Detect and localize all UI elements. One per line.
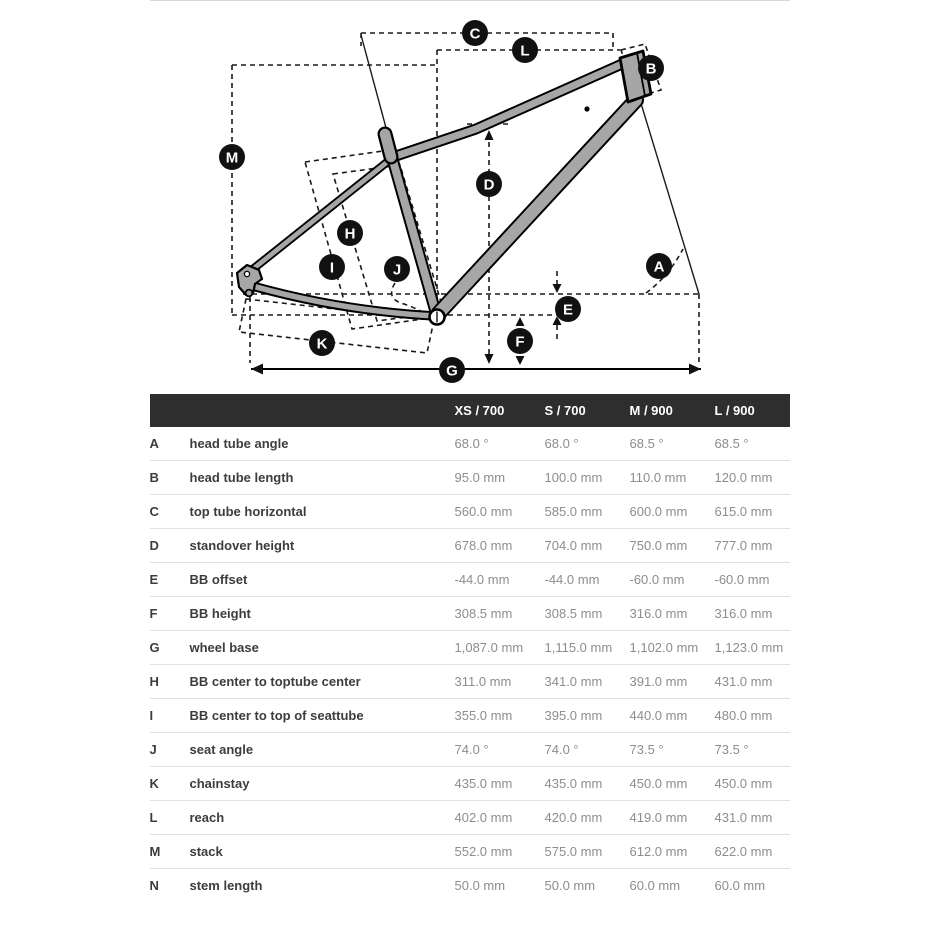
cable-port-dot <box>584 106 589 111</box>
diagram-label-D <box>476 171 502 197</box>
svg-text:G: G <box>445 362 458 380</box>
row-value: 450.0 mm <box>630 767 715 801</box>
column-header-s: S / 700 <box>545 394 630 427</box>
row-letter: D <box>150 529 190 563</box>
svg-text:H: H <box>344 225 355 243</box>
row-value: 60.0 mm <box>629 878 681 893</box>
diagram-label-E <box>555 296 581 322</box>
row-value: 704.0 mm <box>545 529 630 563</box>
row-value: 95.0 mm <box>455 461 545 495</box>
row-value: 419.0 mm <box>630 801 715 835</box>
row-value: 585.0 mm <box>545 495 630 529</box>
row-value: 431.0 mm <box>715 665 790 699</box>
row-value: 560.0 mm <box>455 495 545 529</box>
row-letter: B <box>150 461 190 495</box>
row-value: 777.0 mm <box>715 529 790 563</box>
row-value: 1,115.0 mm <box>545 631 630 665</box>
row-label: BB height <box>190 597 455 631</box>
table-row <box>150 767 790 801</box>
diagram-label-F <box>507 328 533 354</box>
dropout-slot <box>244 271 249 276</box>
row-value: 73.5 ° <box>715 733 790 767</box>
svg-text:I: I <box>329 259 334 277</box>
table-row <box>150 665 790 699</box>
table-row <box>150 869 790 903</box>
row-letter: J <box>150 733 190 767</box>
diagram-label-L <box>512 37 538 63</box>
row-value: 73.5 ° <box>630 733 715 767</box>
row-value: 355.0 mm <box>455 699 545 733</box>
svg-text:K: K <box>316 335 327 353</box>
table-row <box>150 461 790 495</box>
derailleur-hanger <box>245 290 252 297</box>
row-value: 100.0 mm <box>545 461 630 495</box>
table-row <box>150 597 790 631</box>
row-letter: K <box>150 767 190 801</box>
row-label: wheel base <box>190 631 455 665</box>
table-row <box>150 529 790 563</box>
table-row <box>150 801 790 835</box>
row-value: 431.0 mm <box>715 801 790 835</box>
row-value: 435.0 mm <box>545 767 630 801</box>
row-value: 615.0 mm <box>715 495 790 529</box>
row-value: 68.0 ° <box>545 427 630 461</box>
table-row <box>150 835 790 869</box>
row-letter: N <box>149 878 159 893</box>
column-header-m: M / 900 <box>630 394 715 427</box>
header-spacer-letter <box>150 394 190 427</box>
row-letter: L <box>150 801 190 835</box>
row-value: 678.0 mm <box>455 529 545 563</box>
row-label: reach <box>190 801 455 835</box>
row-value: 395.0 mm <box>545 699 630 733</box>
row-value: 120.0 mm <box>715 461 790 495</box>
svg-text:C: C <box>469 25 480 43</box>
diagram-label-H <box>337 220 363 246</box>
row-value: 552.0 mm <box>455 835 545 869</box>
row-letter: M <box>150 835 190 869</box>
row-value: 74.0 ° <box>455 733 545 767</box>
svg-text:L: L <box>519 42 530 60</box>
diagram-label-G <box>439 357 465 383</box>
svg-text:D: D <box>483 176 494 194</box>
row-value: 311.0 mm <box>455 665 545 699</box>
bike-frame <box>237 51 651 325</box>
row-value: 612.0 mm <box>630 835 715 869</box>
diagram-label-A <box>646 253 672 279</box>
row-value: 440.0 mm <box>630 699 715 733</box>
row-value: 1,123.0 mm <box>715 631 790 665</box>
diagram-label-M <box>219 144 245 170</box>
row-value: 622.0 mm <box>715 835 790 869</box>
diagram-label-J <box>384 256 410 282</box>
row-label: BB offset <box>190 563 455 597</box>
row-value: 450.0 mm <box>715 767 790 801</box>
column-header-l: L / 900 <box>715 394 790 427</box>
row-letter: H <box>150 665 190 699</box>
row-value: 402.0 mm <box>455 801 545 835</box>
row-value: 480.0 mm <box>715 699 790 733</box>
row-value: 308.5 mm <box>545 597 630 631</box>
row-value: -44.0 mm <box>455 563 545 597</box>
row-value: 316.0 mm <box>630 597 715 631</box>
svg-text:E: E <box>562 301 573 319</box>
row-value: 50.0 mm <box>544 878 596 893</box>
svg-text:B: B <box>645 60 656 78</box>
row-letter: F <box>150 597 190 631</box>
row-value: -60.0 mm <box>715 563 790 597</box>
table-row <box>150 733 790 767</box>
column-header-xs: XS / 700 <box>455 394 545 427</box>
row-letter: E <box>150 563 190 597</box>
row-value: 316.0 mm <box>715 597 790 631</box>
svg-text:F: F <box>514 333 525 351</box>
row-label: head tube length <box>190 461 455 495</box>
row-label: stack <box>190 835 455 869</box>
row-label: BB center to toptube center <box>190 665 455 699</box>
row-value: 1,087.0 mm <box>455 631 545 665</box>
row-value: 341.0 mm <box>545 665 630 699</box>
svg-text:M: M <box>225 149 238 167</box>
row-value: 60.0 mm <box>714 878 766 893</box>
row-value: 110.0 mm <box>630 461 715 495</box>
table-row <box>150 495 790 529</box>
geometry-table-body <box>150 427 790 902</box>
row-value: 1,102.0 mm <box>630 631 715 665</box>
row-value: -60.0 mm <box>630 563 715 597</box>
content-column <box>150 0 790 902</box>
diagram-label-K <box>309 330 335 356</box>
row-label: chainstay <box>190 767 455 801</box>
diagram-label-C <box>462 20 488 46</box>
row-value: -44.0 mm <box>545 563 630 597</box>
row-value: 68.0 ° <box>455 427 545 461</box>
row-value: 308.5 mm <box>455 597 545 631</box>
row-label: standover height <box>190 529 455 563</box>
row-value: 68.5 ° <box>630 427 715 461</box>
row-value: 391.0 mm <box>630 665 715 699</box>
row-value: 74.0 ° <box>545 733 630 767</box>
row-value: 575.0 mm <box>545 835 630 869</box>
diagram-label-B <box>638 55 664 81</box>
row-value: 600.0 mm <box>630 495 715 529</box>
diagram-label-I <box>319 254 345 280</box>
row-value: 750.0 mm <box>630 529 715 563</box>
row-value: 420.0 mm <box>545 801 630 835</box>
header-spacer-label <box>190 394 455 427</box>
row-label: top tube horizontal <box>190 495 455 529</box>
row-letter: I <box>150 699 190 733</box>
row-letter: G <box>150 631 190 665</box>
table-row <box>150 631 790 665</box>
row-letter: C <box>150 495 190 529</box>
row-value: 68.5 ° <box>715 427 790 461</box>
geometry-diagram <box>150 2 790 392</box>
geometry-table <box>150 394 790 902</box>
table-row <box>150 699 790 733</box>
row-label: seat angle <box>190 733 455 767</box>
row-label: BB center to top of seattube <box>190 699 455 733</box>
row-label: head tube angle <box>190 427 455 461</box>
table-row <box>150 563 790 597</box>
geometry-table-header <box>150 394 790 427</box>
row-letter: A <box>150 427 190 461</box>
row-value: 50.0 mm <box>454 878 506 893</box>
row-value: 435.0 mm <box>455 767 545 801</box>
svg-text:J: J <box>392 261 401 279</box>
table-row <box>150 427 790 461</box>
row-label: stem length <box>189 878 263 893</box>
svg-text:A: A <box>653 258 664 276</box>
